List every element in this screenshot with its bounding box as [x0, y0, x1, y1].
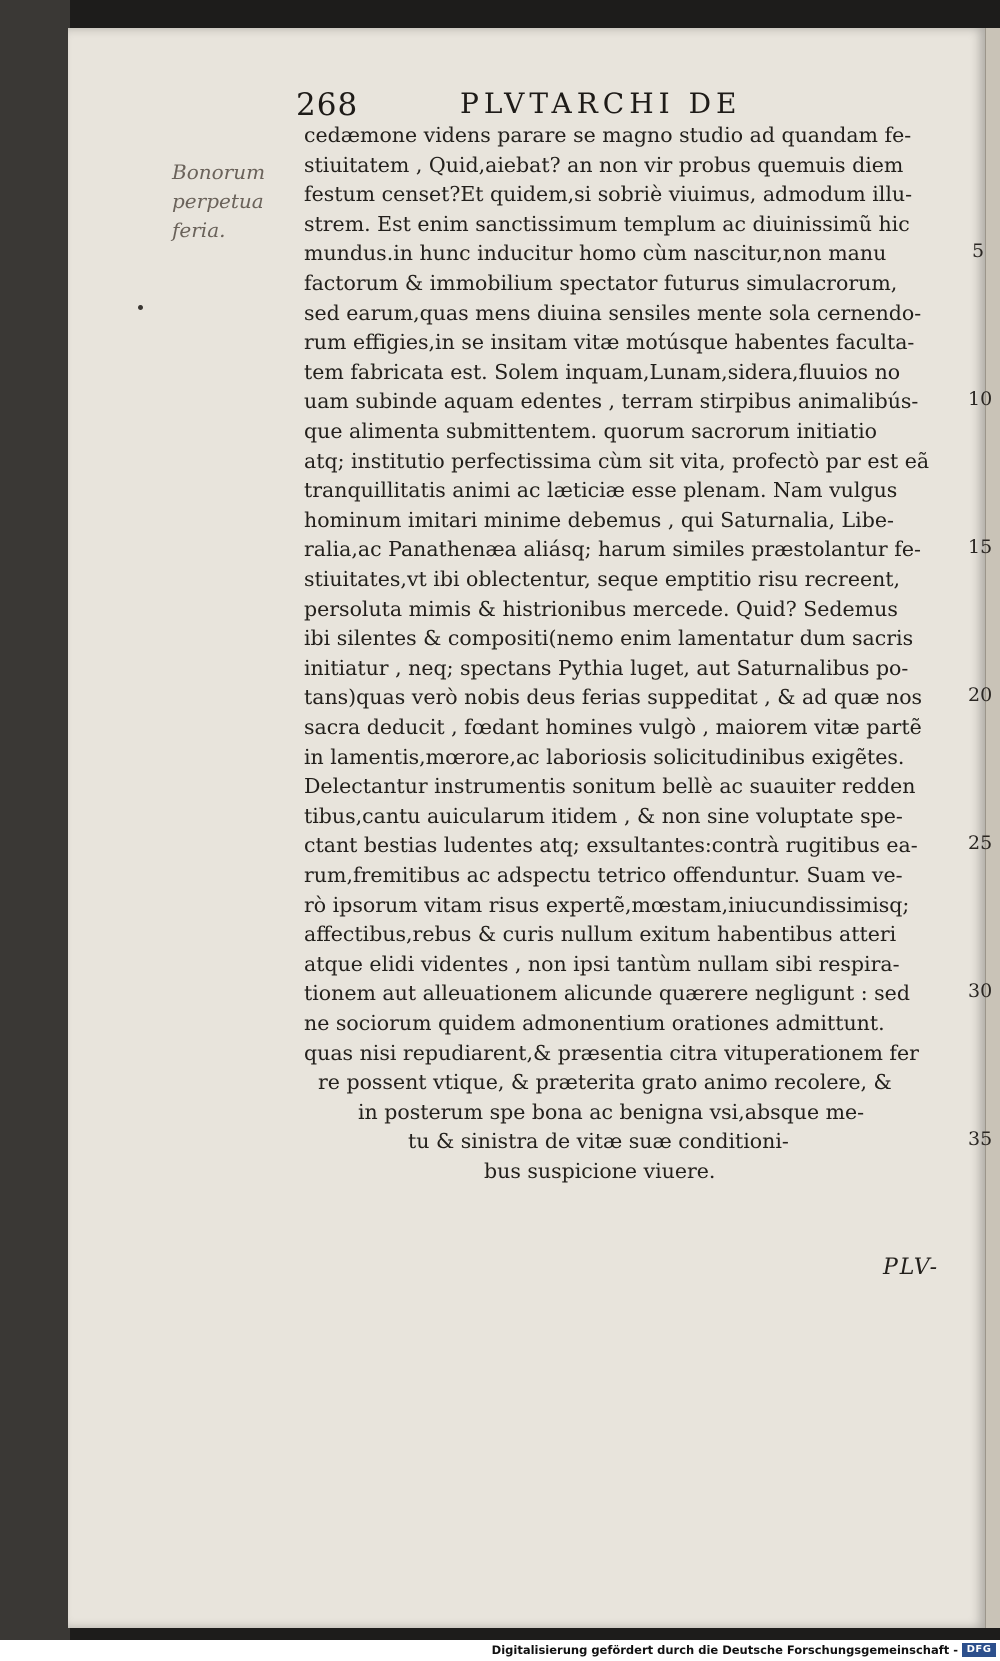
text-line: tibus,cantu auicularum itidem , & non sine voluptate spe- — [304, 803, 903, 828]
running-title: PLVTARCHI DE — [460, 87, 742, 120]
text-line: Delectantur instrumentis sonitum bellè ac suauiter redden — [304, 774, 916, 799]
text-line: uam subinde aquam edentes , terram stirpibus animalibús- — [304, 389, 919, 414]
line-number: 20 — [968, 684, 993, 707]
margin-note-line: Bonorum — [172, 160, 266, 184]
text-line: quas nisi repudiarent,& præsentia citra vituperationem fer — [304, 1040, 919, 1065]
text-line: stiuitates,vt ibi oblectentur, seque emptitio risu recreent, — [304, 567, 901, 591]
line-number: 10 — [968, 388, 993, 411]
text-line: stiuitatem , Quid,aiebat? an non vir probus quemuis diem — [304, 152, 904, 177]
text-line: tionem aut alleuationem alicunde quærere negligunt : sed — [304, 981, 910, 1006]
text-line: tem fabricata est. Solem inquam,Lunam,sidera,fluuios no — [304, 359, 901, 384]
text-line: cedæmone videns parare se magno studio ad quandam fe- — [304, 123, 912, 147]
text-line: re possent vtique, & præterita grato animo recolere, & — [318, 1070, 892, 1095]
margin-note-line: perpetua — [172, 189, 264, 213]
margin-note-line: feria. — [172, 218, 226, 242]
digitization-credit: Digitalisierung gefördert durch die Deutsche Forschungsgemeinschaft - — [491, 1643, 958, 1657]
text-line: ibi silentes & compositi(nemo enim lamentatur dum sacris — [304, 626, 914, 651]
text-line: que alimenta submittentem. quorum sacrorum initiatio — [304, 419, 877, 443]
page-fore-edge — [985, 28, 1000, 1628]
footer-bar — [0, 1640, 1000, 1661]
text-line: tranquillitatis animi ac læticiæ esse plenam. Nam vulgus — [304, 478, 898, 503]
line-number: 25 — [968, 832, 993, 855]
text-line: affectibus,rebus & curis nullum exitum habentibus atteri — [304, 922, 897, 947]
text-line: atque elidi videntes , non ipsi tantùm nullam sibi respira- — [304, 951, 900, 976]
text-line: persoluta mimis & histrionibus mercede. Quid? Sedemus — [304, 596, 898, 621]
text-line: ralia,ac Panathenæa aliásq; harum similes præstolantur fe- — [304, 537, 921, 562]
line-number: 35 — [968, 1128, 993, 1151]
text-line: rum,fremitibus ac adspectu tetrico offenduntur. Suam ve- — [304, 863, 903, 887]
text-line: bus suspicione viuere. — [484, 1159, 716, 1183]
text-line: in lamentis,mœrore,ac laboriosis solicitudinibus exigẽtes. — [304, 744, 905, 769]
text-line: sed earum,quas mens diuina sensiles mente sola cernendo- — [304, 300, 922, 325]
text-line: ne sociorum quidem admonentium orationes admittunt. — [304, 1011, 885, 1035]
scan-left-edge — [0, 0, 70, 1640]
text-line: ctant bestias ludentes atq; exsultantes:contrà rugitibus ea- — [304, 833, 918, 858]
text-line: festum censet?Et quidem,si sobriè viuimus, admodum illu- — [304, 182, 913, 207]
catchword: PLV- — [883, 1255, 940, 1280]
margin-note — [172, 158, 265, 245]
text-line: rum effigies,in se insitam vitæ motúsque habentes faculta- — [304, 330, 915, 355]
text-line: atq; institutio perfectissima cùm sit vita, profectò par est eã — [304, 448, 930, 473]
dfg-logo: DFG — [962, 1643, 996, 1657]
text-line: hominum imitari minime debemus , qui Saturnalia, Libe- — [304, 507, 894, 532]
page-number: 268 — [296, 87, 359, 123]
ink-dot — [138, 305, 143, 310]
text-line: initiatur , neq; spectans Pythia luget, aut Saturnalibus po- — [304, 655, 909, 680]
line-number: 30 — [968, 980, 993, 1003]
text-line: mundus.in hunc inducitur homo cùm nascitur,non manu — [304, 241, 887, 266]
text-line: strem. Est enim sanctissimum templum ac diuinissimũ hic — [304, 211, 910, 236]
text-line: tans)quas verò nobis deus ferias suppeditat , & ad quæ nos — [304, 685, 923, 710]
text-line: sacra deducit , fœdant homines vulgò , maiorem vitæ partẽ — [304, 715, 922, 739]
text-line: factorum & immobilium spectator futurus simulacrorum, — [304, 271, 898, 295]
text-line: tu & sinistra de vitæ suæ conditioni- — [408, 1129, 789, 1154]
text-line: rò ipsorum vitam risus expertẽ,mœstam,iniucundissimisq; — [304, 892, 910, 917]
line-number: 15 — [968, 536, 993, 559]
line-number: 5 — [972, 240, 985, 263]
text-line: in posterum spe bona ac benigna vsi,absque me- — [358, 1099, 865, 1124]
